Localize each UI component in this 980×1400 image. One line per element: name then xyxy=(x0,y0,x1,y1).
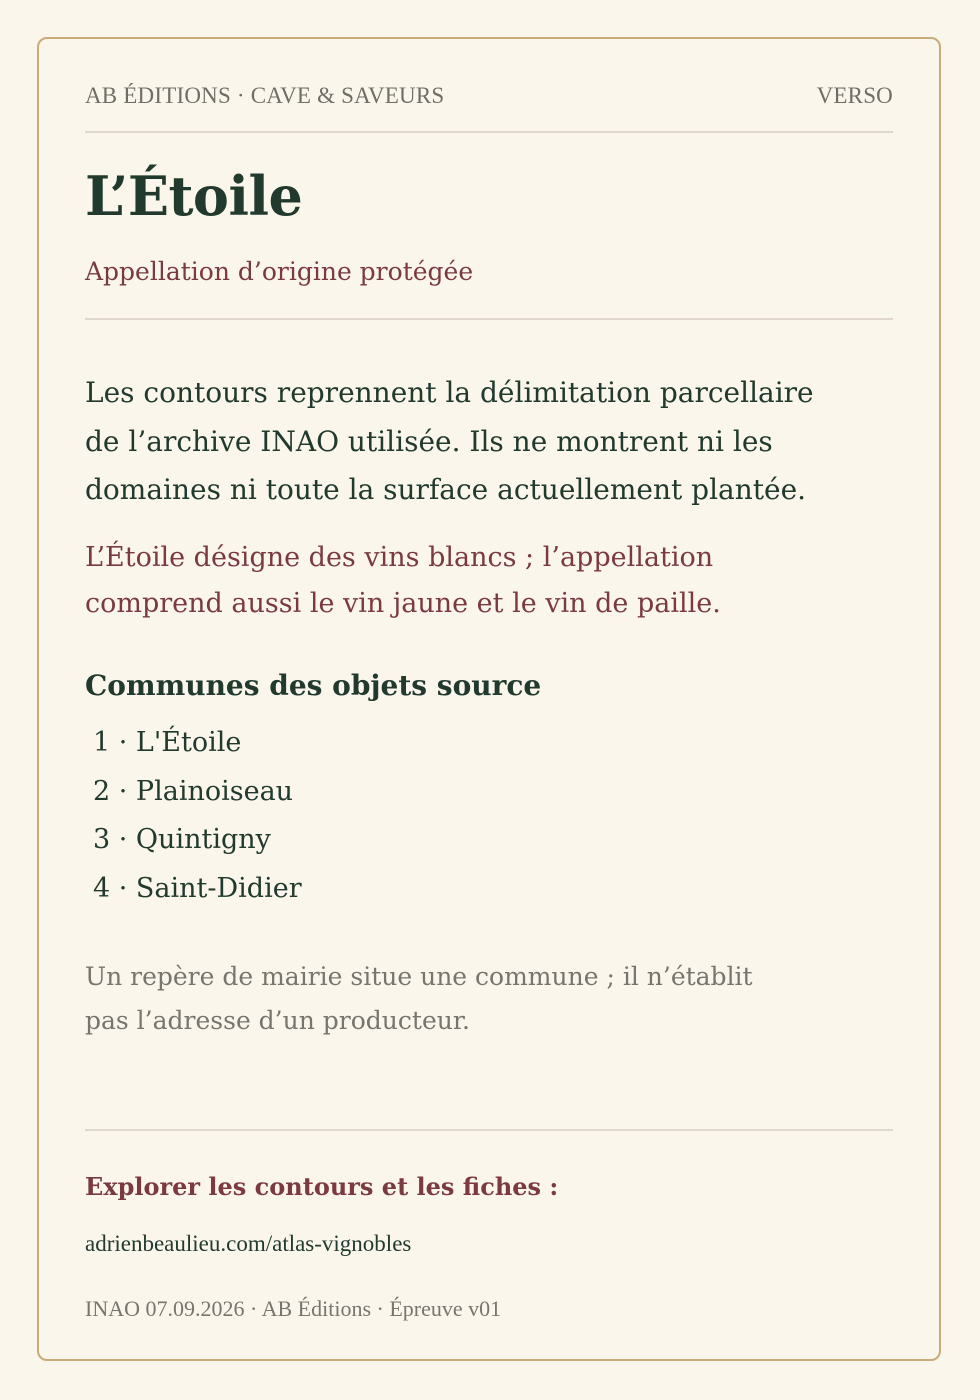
mairie-note: Un repère de mairie situe une commune ; il n’établit pas l’adresse d’un producteur. xyxy=(85,962,753,1035)
footer-credits: INAO 07.09.2026 · AB Éditions · Épreuve v01 xyxy=(85,1296,502,1321)
title-divider xyxy=(85,318,893,320)
wines-paragraph: L’Étoile désigne des vins blancs ; l’appellation comprend aussi le vin jaune et le vin de paille. xyxy=(85,542,721,619)
header-divider xyxy=(85,131,893,133)
publisher-label: AB ÉDITIONS · CAVE & SAVEURS xyxy=(85,83,445,108)
verso-card xyxy=(37,37,941,1361)
header-bar xyxy=(85,83,893,113)
explore-label: Explorer les contours et les fiches : xyxy=(85,1172,559,1201)
list-item: 4 · Saint-Didier xyxy=(93,872,302,904)
list-item: 2 · Plainoiseau xyxy=(93,775,294,807)
atlas-url-link[interactable]: adrienbeaulieu.com/atlas-vignobles xyxy=(85,1231,412,1256)
page-title: L’Étoile xyxy=(85,164,303,228)
list-item: 3 · Quintigny xyxy=(93,824,271,855)
communes-list xyxy=(93,719,302,913)
communes-heading: Communes des objets source xyxy=(85,669,542,702)
card-content xyxy=(85,39,893,1359)
list-item: 1 · L'Étoile xyxy=(93,727,242,758)
contours-paragraph: Les contours reprennent la délimitation parcellaire de l’archive INAO utilisée. Ils ne montrent ni les domaines ni toute la surface actuellement plantée. xyxy=(85,376,814,506)
footer-divider xyxy=(85,1129,893,1131)
page-subtitle: Appellation d’origine protégée xyxy=(85,257,474,286)
side-label: VERSO xyxy=(816,83,893,108)
